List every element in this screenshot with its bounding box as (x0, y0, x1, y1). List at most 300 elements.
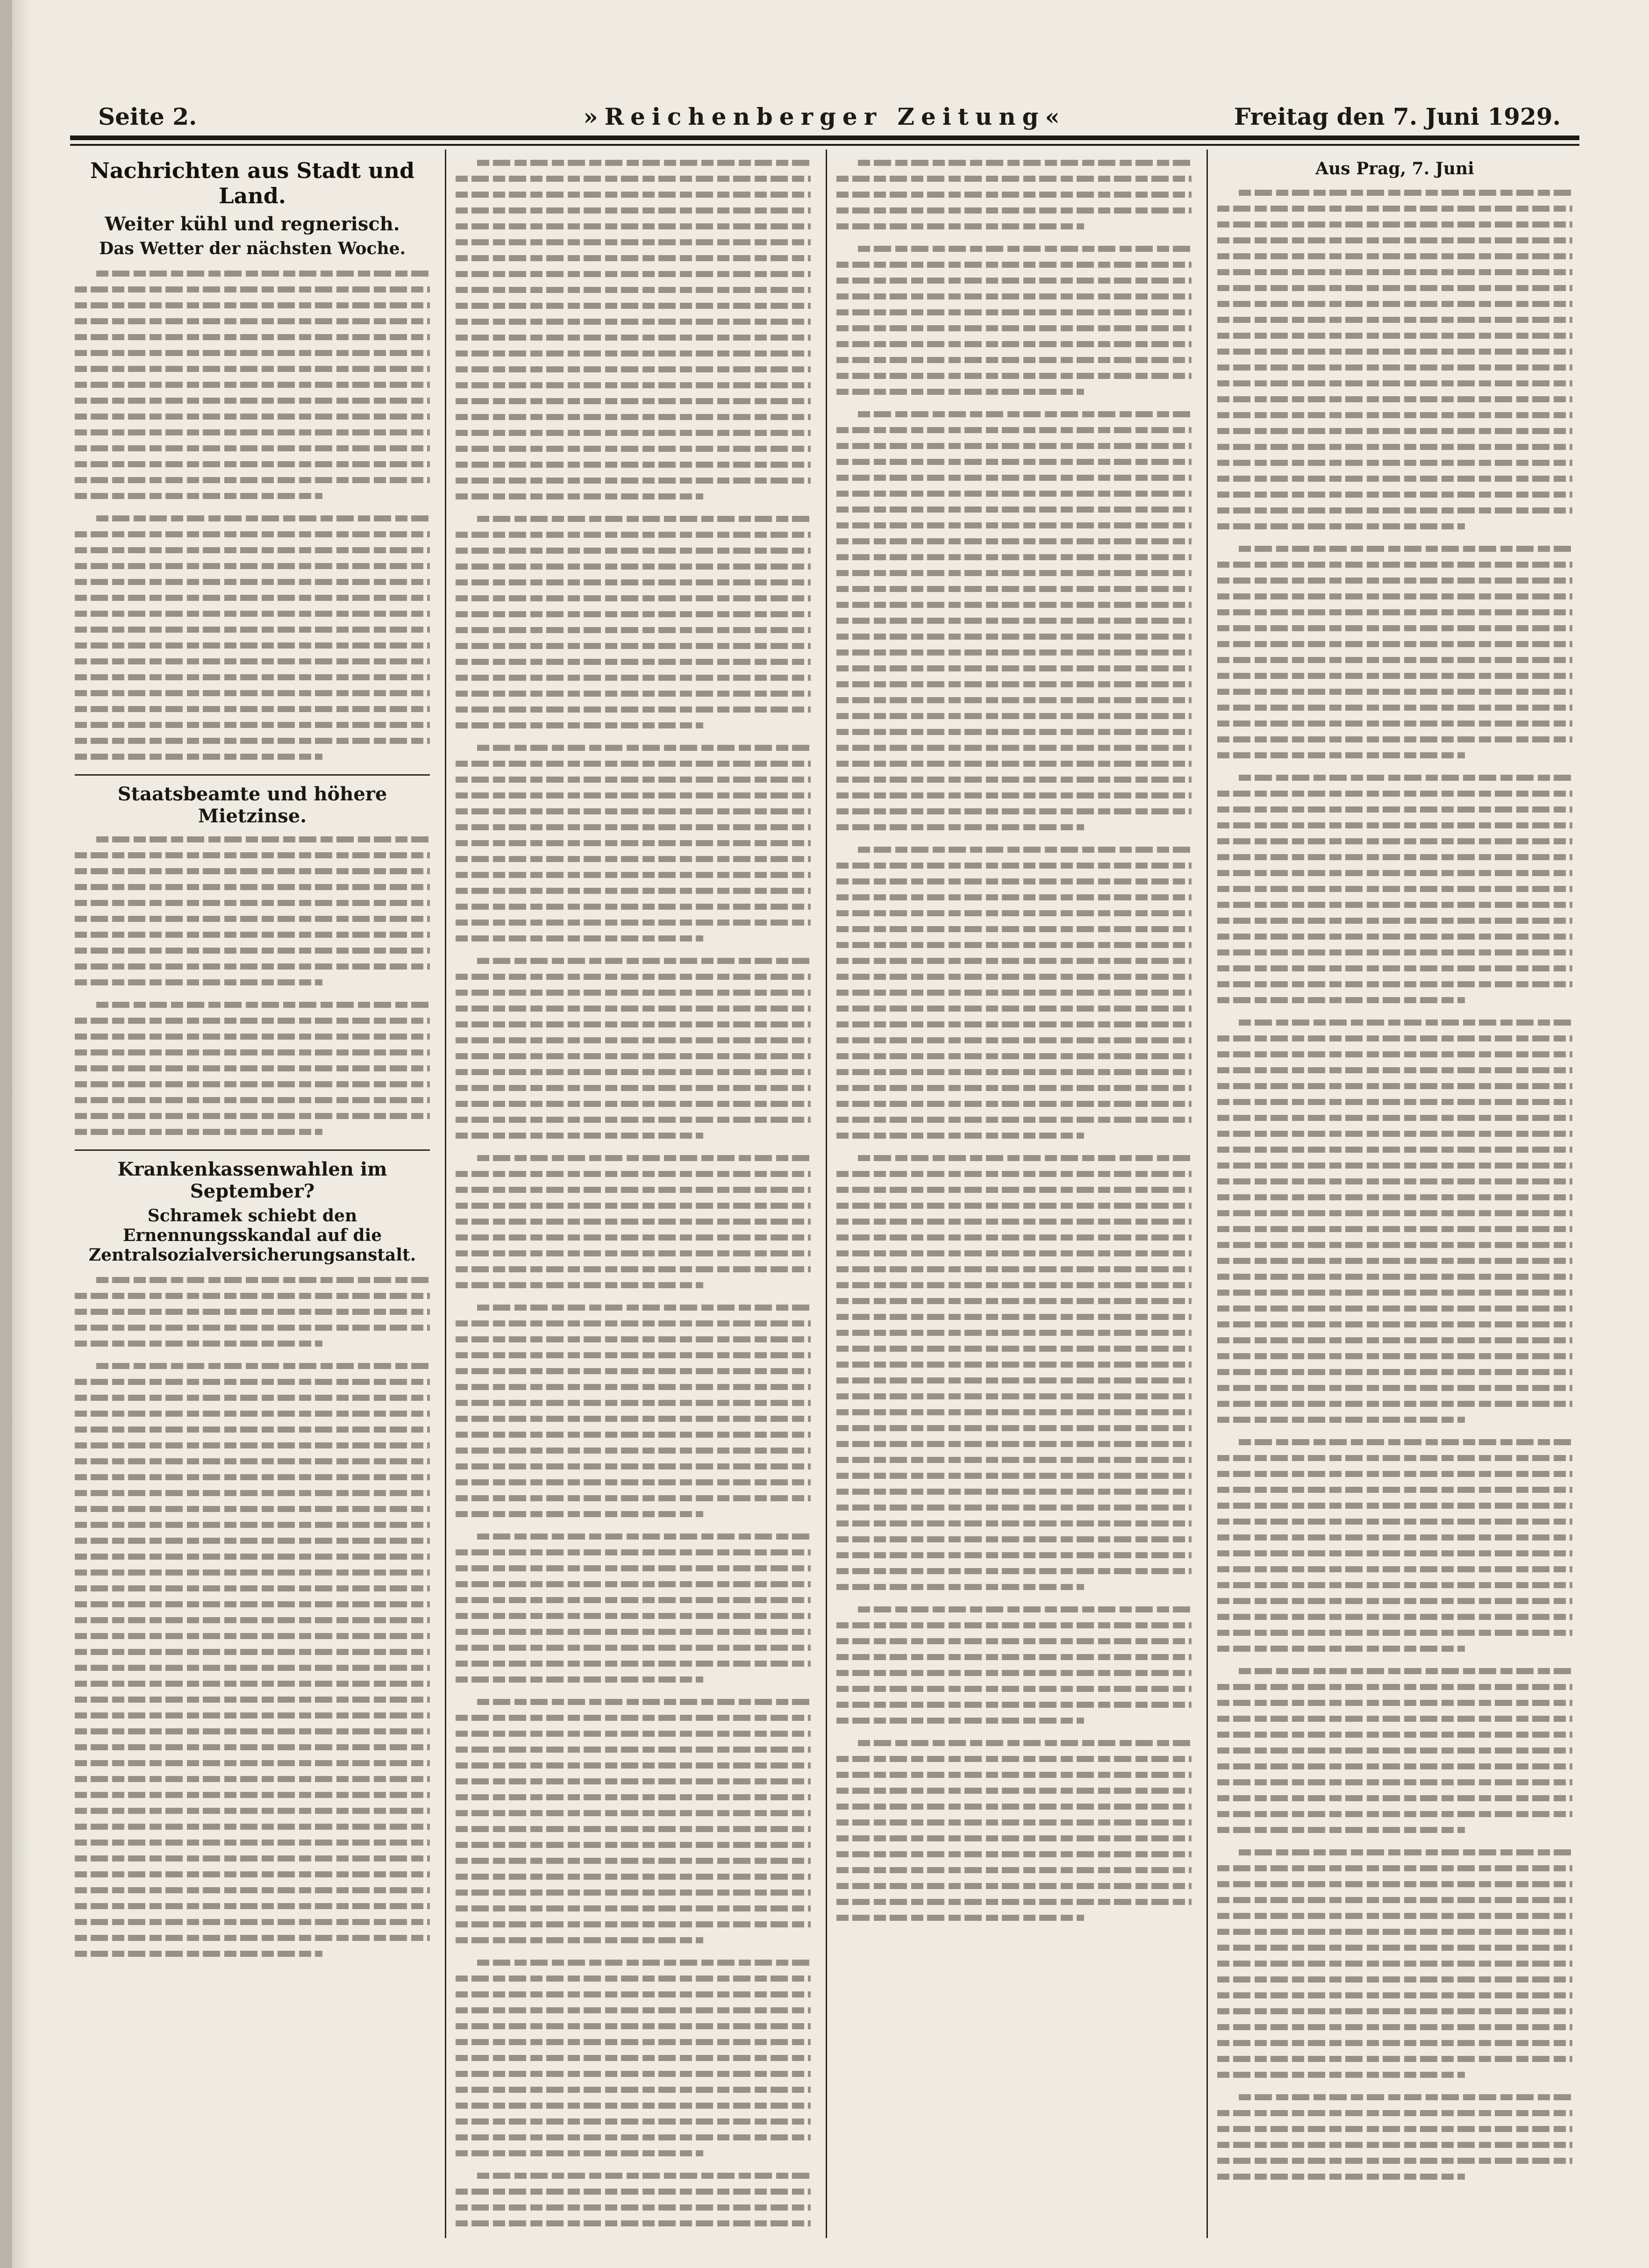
text-line (456, 2183, 811, 2199)
text-line (75, 847, 430, 863)
text-line (456, 1970, 811, 1986)
text-line (75, 1389, 430, 1405)
text-line (456, 717, 811, 733)
text-line (75, 281, 430, 297)
paragraph (1217, 1844, 1572, 2082)
text-line (456, 313, 811, 329)
text-line (75, 1405, 430, 1421)
text-line (836, 1261, 1192, 1277)
paragraph (75, 1357, 430, 1961)
text-line (75, 360, 430, 376)
text-line (836, 1277, 1192, 1292)
text-line (456, 1474, 811, 1490)
text-line (836, 1893, 1192, 1909)
text-line (1217, 1316, 1572, 1332)
text-line (456, 558, 811, 574)
text-line (836, 1861, 1192, 1877)
paragraph (836, 841, 1192, 1143)
text-line (1217, 1363, 1572, 1379)
text-line (1217, 604, 1572, 620)
text-line (456, 1986, 811, 2002)
text-line (75, 424, 430, 440)
text-line (75, 1612, 430, 1627)
text-line (836, 1750, 1192, 1766)
text-line (75, 297, 430, 313)
text-line (456, 701, 811, 717)
text-line (836, 1245, 1192, 1261)
text-line (1217, 1189, 1572, 1205)
article-separator (75, 774, 430, 776)
text-line (75, 700, 430, 716)
text-line (75, 471, 430, 487)
text-line (836, 1909, 1192, 1925)
text-line (456, 1181, 811, 1197)
text-line (456, 1197, 811, 1213)
text-line (456, 440, 811, 456)
paragraph (1217, 540, 1572, 763)
text-line (1217, 880, 1572, 896)
text-line (1217, 556, 1572, 572)
text-line (1217, 279, 1572, 295)
text-line (836, 1633, 1192, 1648)
text-line (456, 1741, 811, 1757)
text-line (75, 1469, 430, 1484)
text-line (75, 1929, 430, 1945)
text-line (836, 612, 1192, 628)
section-title: Nachrichten aus Stadt und Land. (90, 158, 415, 208)
text-line (456, 1709, 811, 1725)
text-line (836, 218, 1192, 234)
text-line (1217, 1923, 1572, 1939)
text-line (75, 748, 430, 764)
text-line (836, 1213, 1192, 1229)
text-line (1217, 1513, 1572, 1529)
text-line (836, 1547, 1192, 1562)
text-line (456, 1490, 811, 1505)
text-line (456, 803, 811, 819)
text-line (1217, 683, 1572, 699)
text-line (836, 1712, 1192, 1728)
text-line (456, 1623, 811, 1639)
column-4-articles (1217, 184, 1572, 2184)
text-line (75, 1437, 430, 1453)
text-line (836, 240, 1192, 256)
text-line (836, 723, 1192, 739)
text-line (1217, 375, 1572, 391)
text-line (836, 564, 1192, 580)
text-line (75, 831, 430, 847)
text-line (836, 1016, 1192, 1032)
text-line (456, 1299, 811, 1315)
text-line (836, 771, 1192, 787)
text-line (1217, 2104, 1572, 2120)
text-line (456, 590, 811, 606)
text-line (1217, 833, 1572, 849)
text-line (1217, 407, 1572, 422)
text-line (836, 367, 1192, 383)
text-line (1217, 295, 1572, 311)
text-line (836, 692, 1192, 707)
text-line (836, 1814, 1192, 1830)
text-line (456, 1900, 811, 1916)
health-insurance-subheadline: Schramek schiebt den Ernennungsskandal auf die Zentralsozialversicherungsanstalt. (88, 1206, 416, 1265)
text-line (456, 1773, 811, 1789)
text-line (1217, 1576, 1572, 1592)
text-line (1217, 216, 1572, 232)
text-line (75, 605, 430, 621)
text-line (836, 841, 1192, 857)
masthead: »Reichenberger Zeitung« (583, 103, 1066, 130)
paragraph (456, 739, 811, 946)
text-line (75, 996, 430, 1012)
text-line (1217, 1411, 1572, 1427)
text-line (836, 272, 1192, 288)
text-line (456, 2231, 811, 2233)
text-line (836, 1000, 1192, 1016)
text-line (836, 787, 1192, 803)
text-line (75, 1287, 430, 1303)
text-line (456, 574, 811, 590)
text-line (1217, 1592, 1572, 1608)
text-line (1217, 1774, 1572, 1790)
text-line (1217, 470, 1572, 486)
text-line (836, 186, 1192, 202)
text-line (75, 456, 430, 471)
text-line (1217, 2050, 1572, 2066)
text-line (456, 1576, 811, 1591)
text-line (1217, 1624, 1572, 1640)
text-line (75, 510, 430, 526)
text-line (456, 1836, 811, 1852)
text-line (75, 716, 430, 732)
text-line (836, 517, 1192, 533)
text-line (75, 1707, 430, 1723)
text-line (836, 1877, 1192, 1893)
text-line (75, 1303, 430, 1319)
text-line (1217, 715, 1572, 731)
text-line (456, 819, 811, 834)
text-line (456, 1932, 811, 1947)
text-line (456, 637, 811, 653)
text-line (75, 1659, 430, 1675)
text-line (456, 392, 811, 408)
paragraph (836, 1149, 1192, 1594)
text-line (456, 361, 811, 377)
text-line (1217, 1300, 1572, 1316)
text-line (456, 866, 811, 882)
text-line (1217, 1252, 1572, 1268)
text-line (75, 863, 430, 878)
text-line (1217, 2168, 1572, 2184)
text-line (456, 234, 811, 250)
text-line (836, 755, 1192, 771)
text-line (1217, 2018, 1572, 2034)
text-line (456, 984, 811, 1000)
column-2 (456, 154, 811, 2233)
text-line (836, 1308, 1192, 1324)
text-line (456, 1410, 811, 1426)
text-line (1217, 391, 1572, 407)
text-line (456, 2049, 811, 2065)
text-line (1217, 699, 1572, 715)
text-line (1217, 1395, 1572, 1411)
paragraph (456, 1954, 811, 2161)
text-line (1217, 1678, 1572, 1694)
text-line (1217, 1790, 1572, 1805)
text-line (836, 335, 1192, 351)
text-line (456, 281, 811, 297)
text-line (75, 1060, 430, 1076)
text-line (836, 580, 1192, 596)
paragraph (75, 265, 430, 503)
text-line (75, 1107, 430, 1123)
text-line (456, 488, 811, 504)
text-line (75, 1373, 430, 1389)
text-line (836, 1734, 1192, 1750)
text-line (836, 1388, 1192, 1404)
text-line (836, 1680, 1192, 1696)
text-line (1217, 635, 1572, 651)
text-line (75, 669, 430, 685)
text-line (75, 573, 430, 589)
text-line (836, 383, 1192, 399)
text-line (456, 1725, 811, 1741)
text-line (456, 850, 811, 866)
text-line (1217, 1332, 1572, 1348)
text-line (1217, 1014, 1572, 1030)
text-line (1217, 248, 1572, 264)
text-line (456, 1229, 811, 1245)
text-line (456, 1639, 811, 1655)
text-line (1217, 1971, 1572, 1987)
paragraph (836, 154, 1192, 234)
text-line (75, 1754, 430, 1770)
text-line (75, 408, 430, 424)
text-line (1217, 928, 1572, 944)
text-line (836, 1324, 1192, 1340)
text-line (456, 1032, 811, 1048)
text-line (1217, 1640, 1572, 1656)
text-line (1217, 1125, 1572, 1141)
text-line (456, 1544, 811, 1560)
text-line (836, 533, 1192, 549)
text-line (1217, 1449, 1572, 1465)
text-line (456, 787, 811, 803)
text-line (456, 1378, 811, 1394)
text-line (75, 1319, 430, 1335)
paragraph (456, 510, 811, 733)
paragraph (456, 952, 811, 1143)
text-line (456, 1852, 811, 1868)
text-line (1217, 518, 1572, 534)
paragraph (836, 1601, 1192, 1728)
text-line (1217, 1891, 1572, 1907)
text-line (836, 1846, 1192, 1861)
text-line (456, 1528, 811, 1544)
text-line (75, 1643, 430, 1659)
text-line (1217, 1561, 1572, 1576)
text-line (75, 621, 430, 637)
text-line (1217, 1062, 1572, 1077)
text-line (1217, 864, 1572, 880)
text-line (1217, 1758, 1572, 1774)
text-line (1217, 1860, 1572, 1876)
text-line (456, 1149, 811, 1165)
paragraph (75, 996, 430, 1139)
page-number: Seite 2. (98, 103, 197, 130)
text-line (836, 1483, 1192, 1499)
text-line (456, 1868, 811, 1884)
text-line (836, 421, 1192, 437)
health-insurance-article (75, 1271, 430, 1961)
text-line (836, 968, 1192, 984)
text-line (1217, 1955, 1572, 1971)
text-line (75, 376, 430, 392)
text-line (75, 1271, 430, 1287)
text-line (456, 1000, 811, 1016)
text-line (836, 676, 1192, 692)
text-line (75, 1580, 430, 1596)
text-line (456, 621, 811, 637)
text-line (456, 542, 811, 558)
text-line (75, 1897, 430, 1913)
text-line (1217, 1141, 1572, 1157)
text-line (456, 1693, 811, 1709)
text-line (836, 905, 1192, 920)
paragraph (456, 154, 811, 504)
text-line (456, 1607, 811, 1623)
text-line (836, 1601, 1192, 1617)
text-line (1217, 454, 1572, 470)
text-line (1217, 769, 1572, 785)
text-line (456, 1954, 811, 1970)
text-line (836, 1578, 1192, 1594)
text-line (836, 1435, 1192, 1451)
text-line (1217, 2034, 1572, 2050)
text-line (456, 2129, 811, 2145)
text-line (456, 1315, 811, 1331)
text-line (836, 1531, 1192, 1547)
text-line (836, 1181, 1192, 1197)
text-line (456, 1245, 811, 1261)
text-line (456, 1362, 811, 1378)
text-line (836, 453, 1192, 469)
text-line (456, 2002, 811, 2018)
paragraph (1217, 1014, 1572, 1427)
text-line (1217, 2120, 1572, 2136)
text-line (456, 424, 811, 440)
text-line (1217, 1939, 1572, 1955)
text-line (1217, 1284, 1572, 1300)
weather-subheadline: Das Wetter der nächsten Woche. (99, 239, 406, 258)
weather-headline: Weiter kühl und regnerisch. (105, 213, 400, 235)
text-line (456, 834, 811, 850)
text-line (456, 771, 811, 787)
paragraph (75, 510, 430, 764)
text-line (836, 1467, 1192, 1483)
text-line (1217, 1434, 1572, 1449)
text-line (75, 1564, 430, 1580)
text-line (1217, 785, 1572, 801)
text-line (1217, 912, 1572, 928)
text-line (456, 968, 811, 984)
text-line (836, 1372, 1192, 1388)
text-line (1217, 311, 1572, 327)
text-line (456, 2145, 811, 2161)
text-line (1217, 2003, 1572, 2018)
text-line (456, 2065, 811, 2081)
text-line (836, 984, 1192, 1000)
text-line (456, 1804, 811, 1820)
text-line (75, 1123, 430, 1139)
text-line (836, 1165, 1192, 1181)
text-line (75, 653, 430, 669)
text-line (75, 1421, 430, 1437)
text-line (456, 1079, 811, 1095)
column-3-articles (836, 154, 1192, 1925)
text-line (456, 739, 811, 755)
text-line (836, 1292, 1192, 1308)
text-line (836, 1404, 1192, 1419)
text-line (456, 265, 811, 281)
text-line (75, 265, 430, 281)
text-line (456, 1442, 811, 1458)
text-line (1217, 1157, 1572, 1173)
text-line (836, 437, 1192, 453)
text-line (836, 469, 1192, 485)
text-line (75, 894, 430, 910)
text-line (75, 910, 430, 926)
text-line (1217, 731, 1572, 747)
text-line (75, 1596, 430, 1612)
text-line (75, 1091, 430, 1107)
text-line (836, 952, 1192, 968)
scan-border (0, 0, 12, 2268)
text-line (1217, 422, 1572, 438)
text-line (456, 1331, 811, 1347)
text-line (836, 857, 1192, 873)
text-line (75, 637, 430, 653)
text-line (836, 1032, 1192, 1048)
text-line (75, 1500, 430, 1516)
text-line (836, 596, 1192, 612)
column-divider-3 (1206, 150, 1208, 2238)
text-line (1217, 896, 1572, 912)
text-line (1217, 502, 1572, 518)
text-line (456, 2167, 811, 2183)
text-line (456, 1165, 811, 1181)
text-line (1217, 1907, 1572, 1923)
text-line (456, 1884, 811, 1900)
text-line (75, 1834, 430, 1850)
text-line (75, 1739, 430, 1754)
text-line (836, 1127, 1192, 1143)
text-line (75, 958, 430, 974)
text-line (836, 1782, 1192, 1798)
text-line (836, 1515, 1192, 1531)
text-line (836, 256, 1192, 272)
text-line (1217, 1046, 1572, 1062)
text-line (836, 1451, 1192, 1467)
text-line (1217, 184, 1572, 200)
text-line (456, 345, 811, 361)
text-line (1217, 1497, 1572, 1513)
text-line (836, 1798, 1192, 1814)
text-line (456, 653, 811, 669)
text-line (456, 1655, 811, 1671)
text-line (456, 914, 811, 930)
paragraph (456, 1299, 811, 1521)
